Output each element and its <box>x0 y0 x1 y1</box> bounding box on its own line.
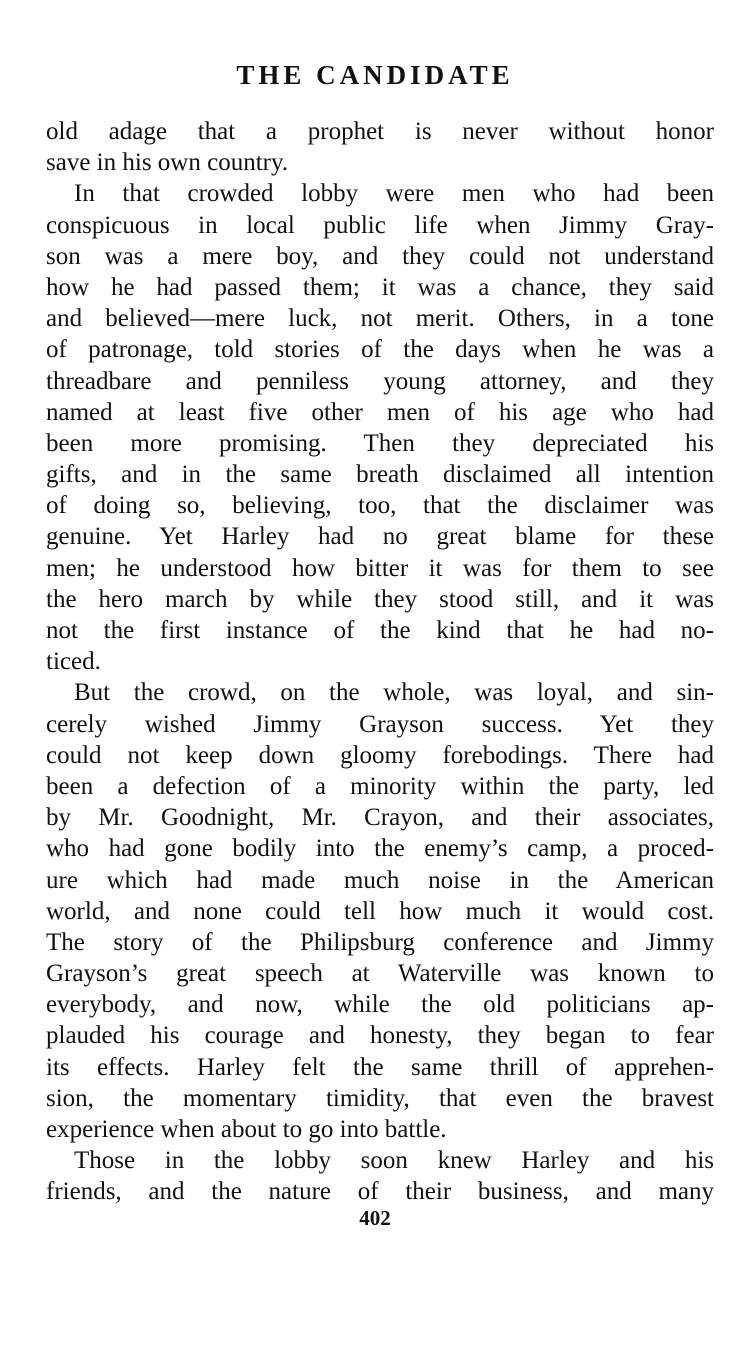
text-line: men; he understood how bitter it was for them to see <box>46 554 714 582</box>
text-line: by Mr. Goodnight, Mr. Crayon, and their associates, <box>46 804 714 832</box>
body-text <box>46 116 714 1208</box>
running-head: THE CANDIDATE <box>236 60 514 90</box>
text-line: save in his own country. <box>46 149 289 177</box>
text-line: son was a mere boy, and they could not understand <box>46 242 714 270</box>
text-line: of patronage, told stories of the days when he was a <box>46 336 714 364</box>
text-line: not the first instance of the kind that he had no- <box>46 617 714 644</box>
text-line: how he had passed them; it was a chance, they said <box>46 273 714 301</box>
text-line: friends, and the nature of their business, and many <box>46 1178 714 1206</box>
text-line: conspicuous in local public life when Jimmy Gray- <box>46 211 714 239</box>
text-line: Grayson’s great speech at Waterville was known to <box>46 960 714 988</box>
text-line: of doing so, believing, too, that the disclaimer was <box>46 492 714 520</box>
text-line: genuine. Yet Harley had no great blame for these <box>46 523 714 551</box>
page-number: 402 <box>359 1206 391 1230</box>
text-line: its effects. Harley felt the same thrill of apprehen- <box>46 1053 714 1081</box>
text-line: been more promising. Then they depreciated his <box>46 429 714 457</box>
text-line: named at least five other men of his age who had <box>46 398 714 426</box>
text-line: Those in the lobby soon knew Harley and his <box>74 1147 714 1175</box>
text-line: could not keep down gloomy forebodings. There had <box>46 741 714 769</box>
text-line: ure which had made much noise in the American <box>46 866 714 894</box>
text-line: The story of the Philipsburg conference and Jimmy <box>46 928 714 956</box>
text-line: ticed. <box>46 648 101 676</box>
text-line: everybody, and now, while the old politicians ap- <box>46 991 714 1019</box>
text-line: the hero march by while they stood still, and it was <box>46 585 714 613</box>
text-line: plauded his courage and honesty, they began to fear <box>46 1022 714 1050</box>
text-line: experience when about to go into battle. <box>46 1116 447 1143</box>
text-line: who had gone bodily into the enemy’s camp, a proced- <box>46 835 714 863</box>
text-line: gifts, and in the same breath disclaimed all intention <box>46 461 714 489</box>
text-line: world, and none could tell how much it would cost. <box>46 897 714 925</box>
text-line: sion, the momentary timidity, that even the bravest <box>46 1084 714 1112</box>
text-line: cerely wished Jimmy Grayson success. Yet they <box>46 710 714 738</box>
text-line: old adage that a prophet is never without honor <box>46 118 714 145</box>
text-line: In that crowded lobby were men who had been <box>74 180 714 208</box>
text-line: and believed—mere luck, not merit. Others, in a tone <box>46 305 714 333</box>
text-line: But the crowd, on the whole, was loyal, and sin- <box>74 679 714 707</box>
text-line: been a defection of a minority within the party, led <box>46 772 714 800</box>
text-line: threadbare and penniless young attorney, and they <box>46 367 714 395</box>
